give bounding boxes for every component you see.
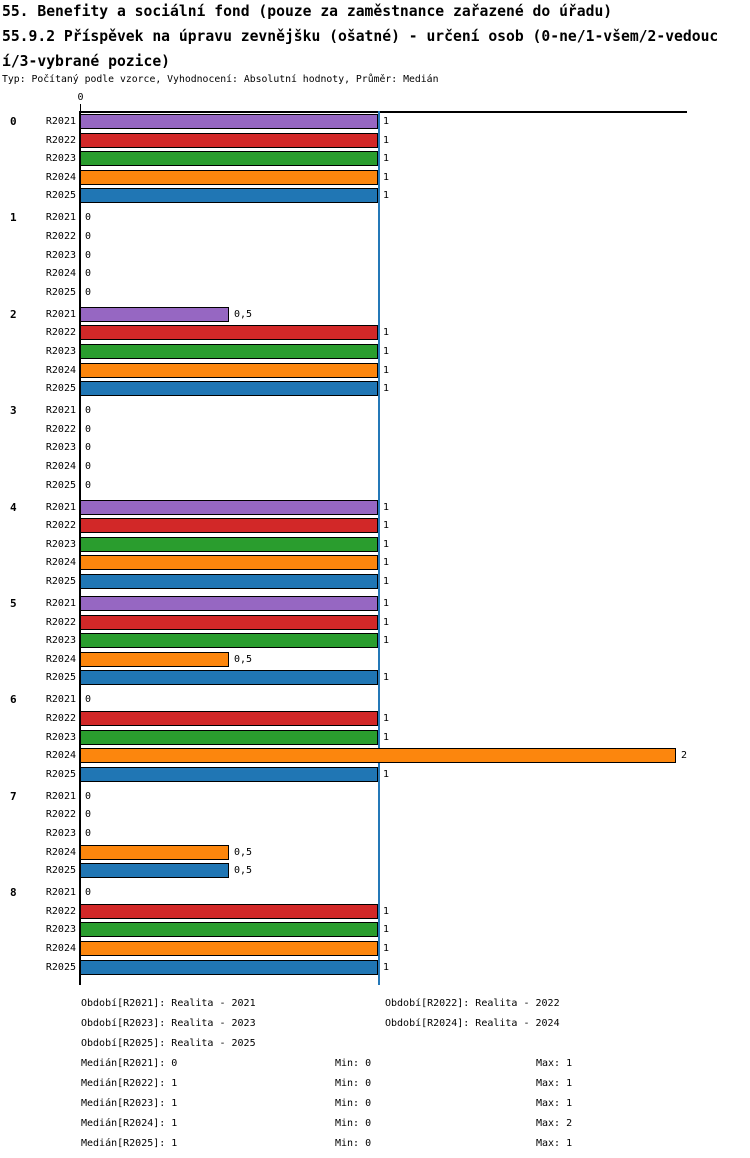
report-title-line1: 55. Benefity a sociální fond (pouze za zaměstnance zařazené do úřadu)	[2, 3, 613, 20]
series-label: R2024	[45, 557, 76, 569]
bar-value-label: 0,5	[234, 846, 253, 858]
bar-value-label: 1	[383, 672, 390, 684]
bar-value-label: 0	[85, 268, 92, 280]
bar	[80, 904, 378, 919]
bar-value-label: 0	[85, 790, 92, 802]
series-label: R2022	[45, 327, 76, 339]
series-label: R2022	[45, 905, 76, 917]
report-title-line2: 55.9.2 Příspěvek na úpravu zevnějšku (ošatné) - určení osob (0-ne/1-všem/2-vedouc	[2, 28, 719, 45]
series-label: R2023	[45, 828, 76, 839]
bar-value-label: 0	[85, 479, 92, 491]
stat-min-label: Min: 0	[335, 1098, 372, 1109]
series-label: R2023	[45, 442, 76, 454]
stat-median-label: Medián[R2024]: 1	[81, 1118, 178, 1129]
stat-min-label: Min: 0	[335, 1058, 372, 1069]
series-label: R2021	[45, 116, 76, 127]
legend-period-label: Období[R2024]: Realita - 2024	[385, 1018, 560, 1029]
bar-value-label: 0,5	[234, 308, 253, 320]
legend-period-label: Období[R2021]: Realita - 2021	[81, 998, 256, 1009]
bar	[80, 500, 378, 515]
bar	[80, 596, 378, 611]
bar	[80, 941, 378, 956]
legend-period-label: Období[R2023]: Realita - 2023	[81, 1018, 256, 1029]
series-label: R2024	[45, 653, 76, 665]
bar	[80, 363, 378, 378]
bar-value-label: 0	[85, 249, 92, 261]
legend-period-label: Období[R2022]: Realita - 2022	[385, 998, 560, 1009]
series-label: R2025	[45, 961, 76, 973]
bar	[80, 344, 378, 359]
series-label: R2023	[45, 346, 76, 357]
bar-value-label: 0,5	[234, 865, 253, 877]
bar-value-label: 1	[383, 153, 390, 165]
bar-value-label: 0	[85, 212, 92, 224]
series-label: R2021	[45, 212, 76, 224]
stat-max-label: Max: 1	[536, 1098, 573, 1109]
bar-value-label: 0	[85, 423, 92, 435]
series-label: R2023	[45, 635, 76, 647]
bar-value-label: 1	[383, 576, 390, 587]
bar-value-label: 1	[383, 943, 390, 954]
group-label: 6	[10, 693, 17, 707]
bar	[80, 151, 378, 166]
series-label: R2025	[45, 768, 76, 780]
bar-value-label: 0	[85, 231, 92, 242]
bar	[80, 325, 378, 340]
bar-value-label: 1	[383, 190, 390, 202]
group-label: 2	[10, 307, 17, 321]
series-label: R2023	[45, 731, 76, 743]
stat-median-label: Medián[R2023]: 1	[81, 1098, 178, 1109]
bar	[80, 114, 378, 129]
bar-value-label: 0	[85, 442, 92, 454]
x-axis-origin-tick-label: 0	[77, 92, 84, 103]
bar-value-label: 1	[383, 905, 390, 917]
series-label: R2021	[45, 887, 76, 899]
series-label: R2025	[45, 865, 76, 877]
median-reference-line	[378, 111, 380, 985]
series-label: R2024	[45, 364, 76, 376]
bar	[80, 574, 378, 589]
series-label: R2025	[45, 576, 76, 587]
bar	[80, 633, 378, 648]
series-label: R2023	[45, 153, 76, 165]
series-label: R2022	[45, 713, 76, 724]
stat-median-label: Medián[R2025]: 1	[81, 1138, 178, 1149]
bar	[80, 133, 378, 148]
stat-min-label: Min: 0	[335, 1078, 372, 1089]
bar-value-label: 1	[383, 924, 390, 936]
bar-value-label: 0,5	[234, 653, 253, 665]
bar	[80, 845, 229, 860]
series-label: R2023	[45, 538, 76, 550]
stat-max-label: Max: 1	[536, 1138, 573, 1149]
bar-value-label: 1	[383, 557, 390, 569]
report-meta: Typ: Počítaný podle vzorce, Vyhodnocení: Absolutní hodnoty, Průměr: Medián	[2, 74, 439, 85]
legend-period-label: Období[R2025]: Realita - 2025	[81, 1038, 256, 1049]
series-label: R2021	[45, 405, 76, 417]
bar-value-label: 1	[383, 346, 390, 357]
bar-value-label: 1	[383, 731, 390, 743]
bar	[80, 518, 378, 533]
bar	[80, 615, 378, 630]
series-label: R2025	[45, 672, 76, 684]
group-label: 5	[10, 597, 17, 610]
bar-value-label: 0	[85, 828, 92, 839]
bar	[80, 188, 378, 203]
stat-max-label: Max: 1	[536, 1058, 573, 1069]
stat-min-label: Min: 0	[335, 1118, 372, 1129]
bar-value-label: 1	[383, 327, 390, 339]
series-label: R2022	[45, 809, 76, 821]
series-label: R2024	[45, 750, 76, 762]
bar-value-label: 0	[85, 286, 92, 298]
stat-max-label: Max: 2	[536, 1118, 573, 1129]
series-label: R2022	[45, 231, 76, 242]
group-label: 3	[10, 404, 17, 418]
series-label: R2024	[45, 461, 76, 472]
bar-value-label: 0	[85, 809, 92, 821]
x-axis-line	[80, 111, 687, 113]
bar-value-label: 1	[383, 116, 390, 127]
group-label: 7	[10, 789, 17, 803]
bar-value-label: 1	[383, 961, 390, 973]
bar	[80, 307, 229, 322]
series-label: R2021	[45, 790, 76, 802]
bar-value-label: 1	[383, 134, 390, 146]
bar	[80, 670, 378, 685]
stat-min-label: Min: 0	[335, 1138, 372, 1149]
bar-value-label: 1	[383, 364, 390, 376]
bar-value-label: 0	[85, 694, 92, 706]
bar-value-label: 0	[85, 405, 92, 417]
bar-value-label: 1	[383, 713, 390, 724]
series-label: R2025	[45, 190, 76, 202]
series-label: R2022	[45, 520, 76, 532]
bar-value-label: 1	[383, 171, 390, 183]
bar-value-label: 0	[85, 461, 92, 472]
group-label: 8	[10, 886, 17, 900]
bar	[80, 711, 378, 726]
bar	[80, 170, 378, 185]
bar	[80, 748, 676, 763]
bar-value-label: 1	[383, 598, 390, 609]
series-label: R2024	[45, 268, 76, 280]
series-label: R2021	[45, 501, 76, 513]
series-label: R2021	[45, 598, 76, 609]
series-label: R2025	[45, 479, 76, 491]
bar-value-label: 1	[383, 520, 390, 532]
bar-value-label: 1	[383, 768, 390, 780]
series-label: R2021	[45, 308, 76, 320]
bar-value-label: 1	[383, 538, 390, 550]
series-label: R2022	[45, 423, 76, 435]
series-label: R2024	[45, 943, 76, 954]
series-label: R2023	[45, 249, 76, 261]
series-label: R2022	[45, 616, 76, 628]
bar-value-label: 2	[681, 750, 688, 762]
series-label: R2025	[45, 383, 76, 395]
stat-max-label: Max: 1	[536, 1078, 573, 1089]
bar	[80, 652, 229, 667]
group-label: 4	[10, 500, 17, 514]
bar	[80, 730, 378, 745]
bar-value-label: 1	[383, 635, 390, 647]
bar-value-label: 1	[383, 383, 390, 395]
bar-value-label: 1	[383, 501, 390, 513]
series-label: R2024	[45, 846, 76, 858]
series-label: R2021	[45, 694, 76, 706]
bar-value-label: 1	[383, 616, 390, 628]
bar	[80, 381, 378, 396]
bar	[80, 922, 378, 937]
group-label: 0	[10, 115, 17, 128]
stat-median-label: Medián[R2021]: 0	[81, 1058, 178, 1069]
bar	[80, 863, 229, 878]
series-label: R2022	[45, 134, 76, 146]
bar	[80, 555, 378, 570]
bar-value-label: 0	[85, 887, 92, 899]
series-label: R2023	[45, 924, 76, 936]
stat-median-label: Medián[R2022]: 1	[81, 1078, 178, 1089]
series-label: R2025	[45, 286, 76, 298]
series-label: R2024	[45, 171, 76, 183]
bar	[80, 767, 378, 782]
report-title-line3: í/3-vybrané pozice)	[2, 53, 171, 70]
bar	[80, 537, 378, 552]
bar	[80, 960, 378, 975]
group-label: 1	[10, 211, 17, 225]
